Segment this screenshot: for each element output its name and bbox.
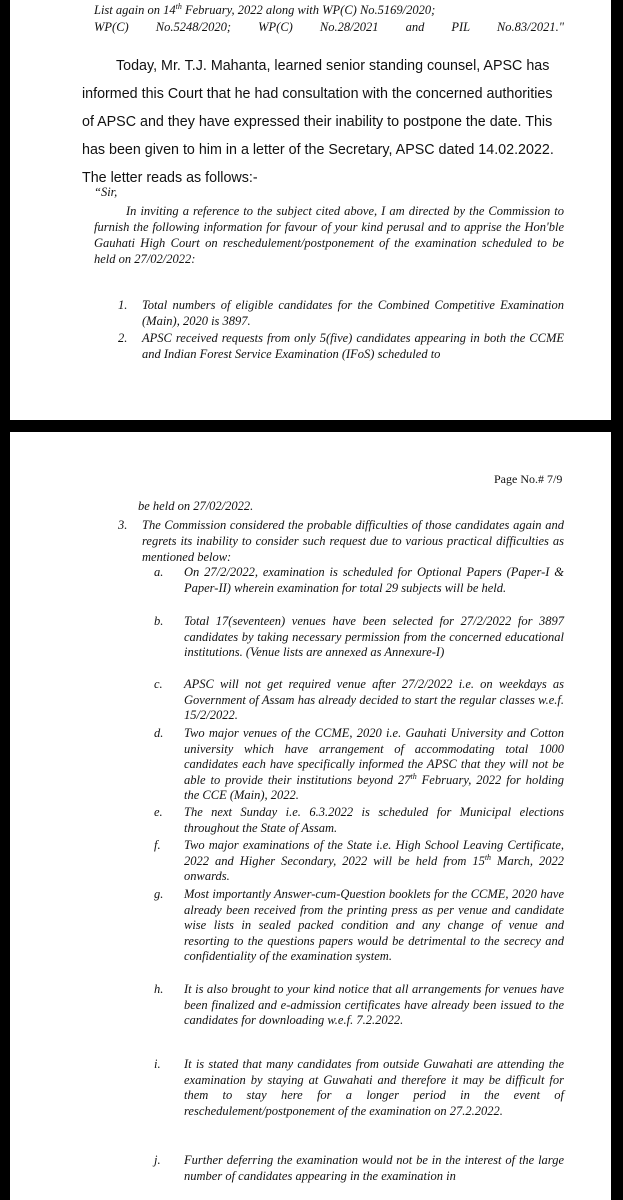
subpoint-i: i. It is stated that many candidates from outside Guwahati are attending the examination by staying at Guwahati and therefore it may be difficult for them to stay here for a longer period in the event of reschedulement/postponement of the examination on 27.2.2022. [154,1057,564,1118]
letter-salutation: “Sir, [94,185,118,199]
subpoint-j: j. Further deferring the examination would not be in the interest of the large number of candidates appearing in the examination in [154,1153,564,1183]
subpoint-f: f. Two major examinations of the State i.e. High School Leaving Certificate, 2022 and Higher Secondary, 2022 will be held from 15th March, 2022 onwards. [154,838,564,884]
subpoint-b: b. Total 17(seventeen) venues have been selected for 27/2/2022 for 3897 candidates by taking necessary permission from the concerned educational institutions. (Venue lists are annexed as Annexure-I) [154,614,564,660]
document-page-2 [10,432,611,1200]
letter-intro-paragraph: In inviting a reference to the subject cited above, I am directed by the Commission to furnish the following information for favour of your kind perusal and to apprise the Hon'ble Gauhati High Court on reschedulement/postponement of the examination scheduled to be held on 27/02/2022: [94,204,564,266]
subpoint-e: e. The next Sunday i.e. 6.3.2022 is scheduled for Municipal elections throughout the State of Assam. [154,805,564,835]
letter-point-3: 3. The Commission considered the probable difficulties of those candidates again and regrets its inability to consider such request due to various practical difficulties as mentioned below: [118,518,564,564]
case-list-line-2: WP(C) No.5248/2020; WP(C) No.28/2021 and PIL No.83/2021." [94,20,564,34]
letter-point-2: 2. APSC received requests from only 5(five) candidates appearing in both the CCME and Indian Forest Service Examination (IFoS) scheduled to [118,331,564,361]
subpoint-g: g. Most importantly Answer-cum-Question booklets for the CCME, 2020 have already been received from the printing press as per venue and candidate wise lists in sealed packed condition and any change of venue and resorting to the questions papers would be detrimental to the secrecy and confidentiality of the examination system. [154,887,564,964]
court-order-paragraph: Today, Mr. T.J. Mahanta, learned senior standing counsel, APSC has informed this Court that he had consultation with the concerned authorities of APSC and they have expressed their inability to postpone the date. This has been given to him in a letter of the Secretary, APSC dated 14.02.2022. The letter reads as follows:- [82,58,554,186]
subpoint-a: a. On 27/2/2022, examination is scheduled for Optional Papers (Paper-I & Paper-II) wherein examination for total 29 subjects will be held. [154,565,564,595]
subpoint-c: c. APSC will not get required venue after 27/2/2022 i.e. on weekdays as Government of Assam has already decided to start the regular classes w.e.f. 15/2/2022. [154,677,564,723]
case-list-line-1: List again on 14th February, 2022 along with WP(C) No.5169/2020; [94,1,436,17]
letter-point-1: 1. Total numbers of eligible candidates for the Combined Competitive Examination (Main), 2020 is 3897. [118,298,564,328]
page-number: Page No.# 7/9 [494,472,563,486]
document-page-1 [10,0,611,420]
case-list-reference [94,2,564,36]
point-2-continuation: be held on 27/02/2022. [138,499,254,513]
subpoint-d: d. Two major venues of the CCME, 2020 i.e. Gauhati University and Cotton university which have arrangement of accommodating total 1000 candidates each have specifically informed the APSC that they will not be able to provide their institutions beyond 27th February, 2022 for holding the CCE (Main), 2022. [154,726,564,803]
subpoint-h: h. It is also brought to your kind notice that all arrangements for venues have been finalized and e-admission certificates have already been issued to the candidates for downloading w.e.f. 7.2.2022. [154,982,564,1028]
